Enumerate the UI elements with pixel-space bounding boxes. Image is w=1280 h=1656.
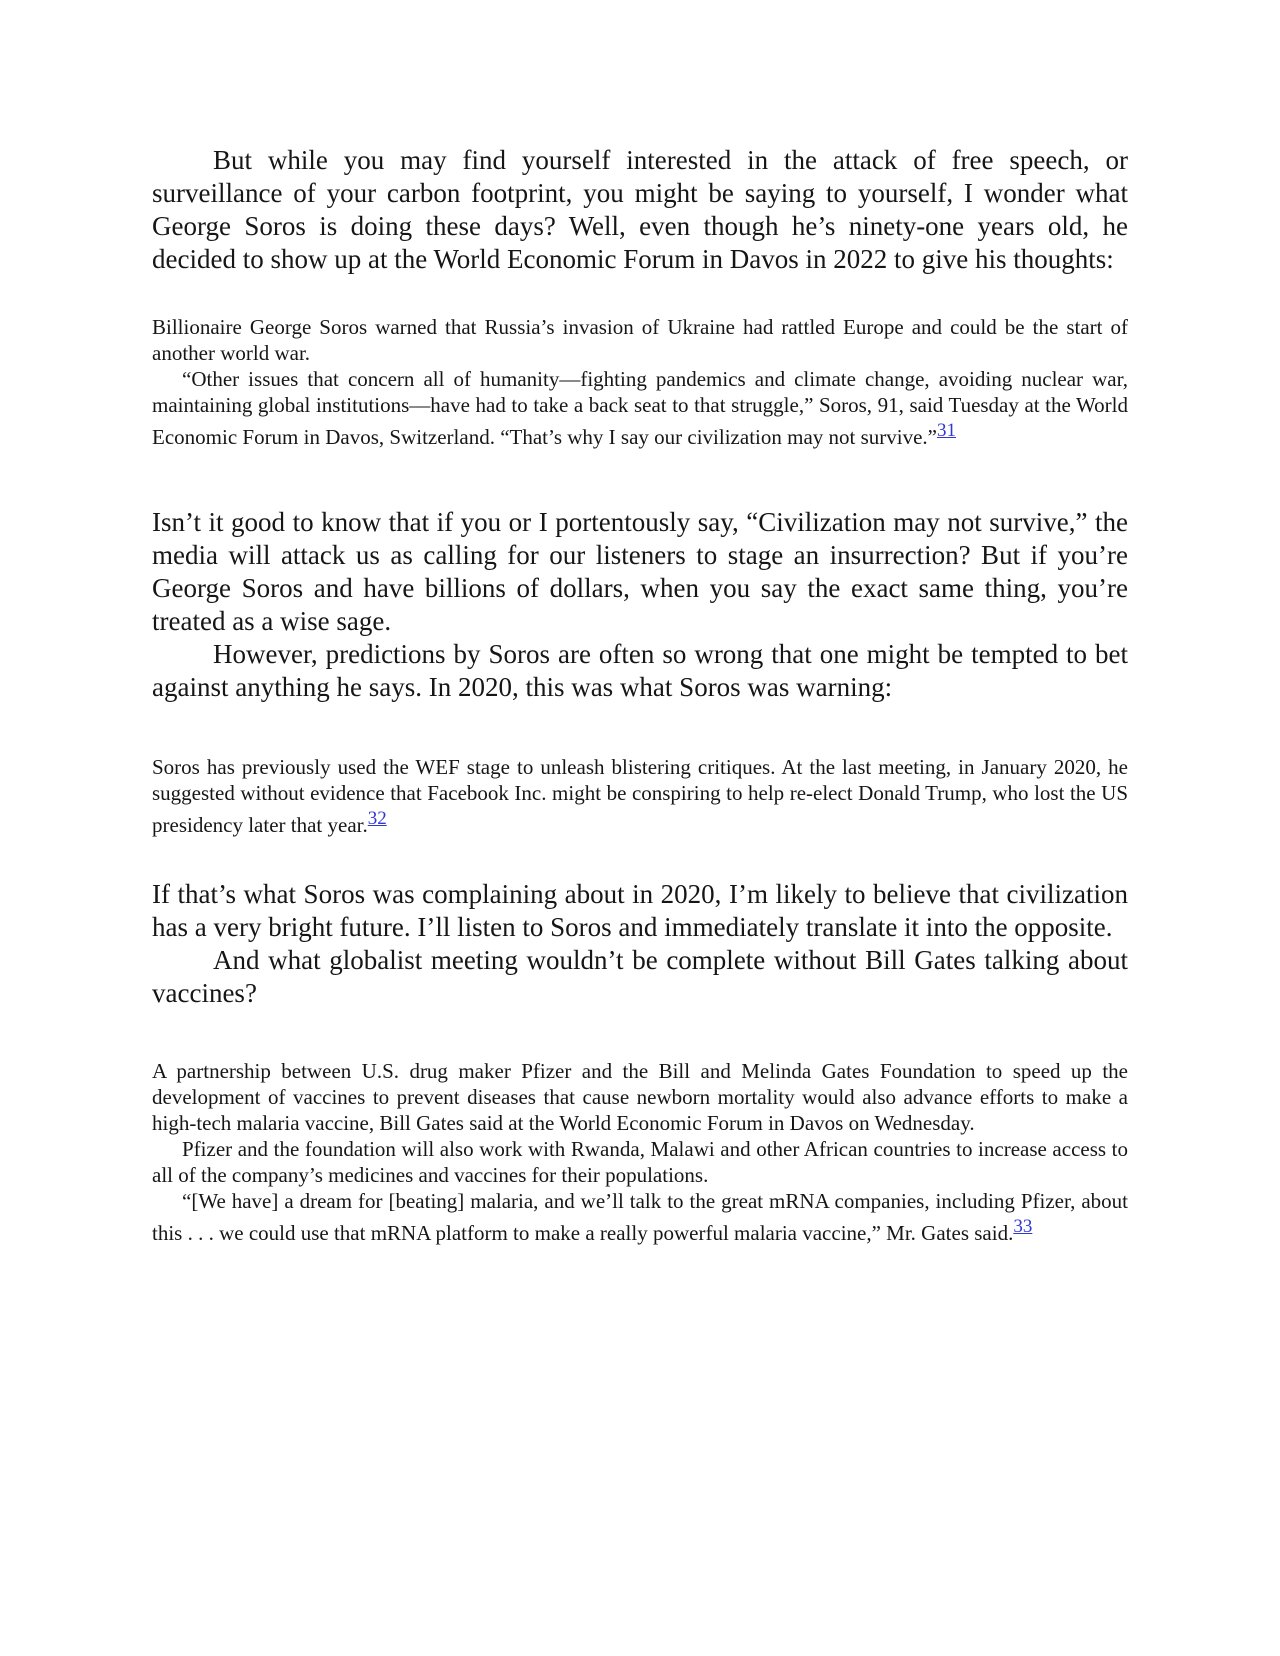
footnote-link-33[interactable]: 33	[1013, 1216, 1033, 1237]
block-quote-3	[152, 1058, 1128, 1246]
footnote-link-31[interactable]: 31	[937, 420, 956, 441]
block-quote-1	[152, 314, 1128, 450]
body-paragraph-2: Isn’t it good to know that if you or I portentously say, “Civilization may not survive,” the media will attack us as calling for our listeners to stage an insurrection? But if you’re George Soros and have billions of dollars, when you say the exact same thing, you’re treated as a wise sage.	[152, 507, 1128, 636]
body-block-2	[152, 506, 1128, 704]
text-column	[152, 0, 1128, 1246]
quote-2-paragraph-1-text: Soros has previously used the WEF stage to unleash blistering critiques. At the last meeting, in January 2020, he suggested without evidence that Facebook Inc. might be conspiring to help re-elect Donald Trump, who lost the US presidency later that year.	[152, 755, 1128, 837]
body-paragraph-3: However, predictions by Soros are often so wrong that one might be tempted to bet against anything he says. In 2020, this was what Soros was warning:	[152, 639, 1128, 702]
footnote-link-32[interactable]: 32	[367, 808, 387, 829]
quote-3-paragraph-3	[152, 1188, 1128, 1246]
quote-3-paragraph-1: A partnership between U.S. drug maker Pfizer and the Bill and Melinda Gates Foundation to speed up the development of vaccines to prevent diseases that cause newborn mortality would also advance efforts to make a high-tech malaria vaccine, Bill Gates said at the World Economic Forum in Davos on Wednesday.	[152, 1059, 1128, 1135]
quote-2-paragraph-1	[152, 754, 1128, 838]
quote-1-paragraph-2	[152, 366, 1128, 450]
body-paragraph-4: If that’s what Soros was complaining about in 2020, I’m likely to believe that civilization has a very bright future. I’ll listen to Soros and immediately translate it into the opposite.	[152, 879, 1128, 942]
body-paragraph-5: And what globalist meeting wouldn’t be complete without Bill Gates talking about vaccines?	[152, 945, 1128, 1008]
body-block-3	[152, 878, 1128, 1010]
quote-3-paragraph-2: Pfizer and the foundation will also work with Rwanda, Malawi and other African countries to increase access to all of the company’s medicines and vaccines for their populations.	[152, 1137, 1128, 1187]
block-quote-2	[152, 754, 1128, 838]
quote-3-paragraph-3-text: “[We have] a dream for [beating] malaria, and we’ll talk to the great mRNA companies, including Pfizer, about this . . . we could use that mRNA platform to make a really powerful malaria vaccine,” Mr. Gates said.	[152, 1189, 1128, 1245]
body-paragraph-1: But while you may find yourself interested in the attack of free speech, or surveillance of your carbon footprint, you might be saying to yourself, I wonder what George Soros is doing these days? Well, even though he’s ninety-one years old, he decided to show up at the World Economic Forum in Davos in 2022 to give his thoughts:	[152, 145, 1128, 274]
quote-1-paragraph-1: Billionaire George Soros warned that Russia’s invasion of Ukraine had rattled Europe and could be the start of another world war.	[152, 315, 1128, 365]
quote-1-paragraph-2-text: “Other issues that concern all of humanity—fighting pandemics and climate change, avoiding nuclear war, maintaining global institutions—have had to take a back seat to that struggle,” Soros, 91, said Tuesday at the World Economic Forum in Davos, Switzerland. “That’s why I say our civilization may not survive.”	[152, 367, 1128, 449]
